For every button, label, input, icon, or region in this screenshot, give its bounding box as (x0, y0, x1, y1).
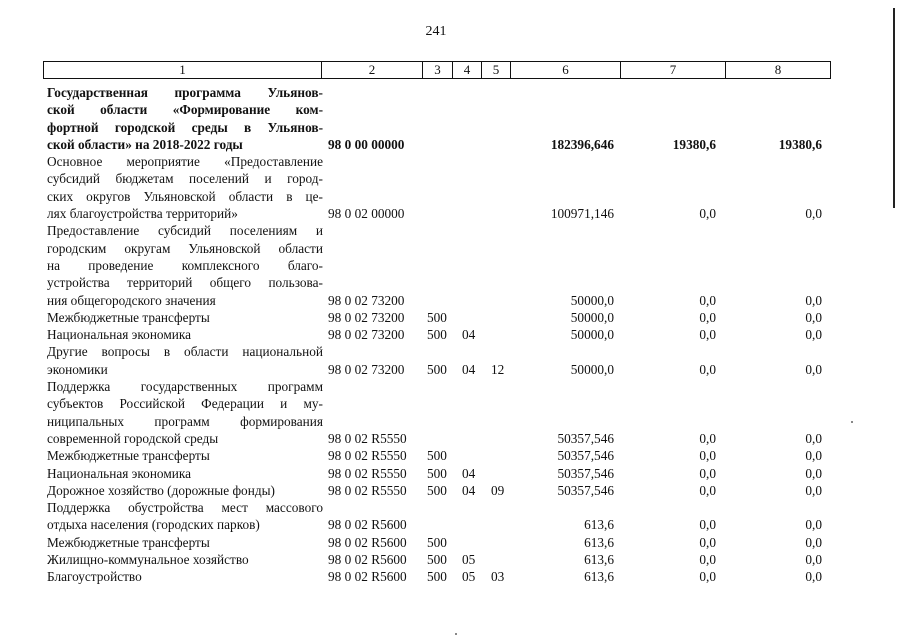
row-amount-col6: 50000,0 (570, 361, 614, 377)
row-amount-col7: 0,0 (699, 534, 716, 550)
row-amount-col8: 0,0 (805, 534, 822, 550)
row-name-line: Межбюджетные трансферты (47, 309, 210, 325)
table-row (0, 568, 905, 585)
row-amount-col6: 613,6 (584, 517, 614, 533)
column-header-cell: 7 (621, 62, 726, 79)
row-name (47, 465, 323, 482)
table-row (0, 153, 905, 222)
row-name-line: Основное мероприятие «Предоставление (47, 154, 323, 170)
row-name (47, 343, 323, 378)
row-amount-col8: 0,0 (805, 448, 822, 464)
table-row (0, 551, 905, 568)
row-amount-col6: 50357,546 (557, 448, 614, 464)
row-section: 500 (427, 482, 447, 498)
row-amount-col7: 0,0 (699, 430, 716, 446)
table-row (0, 84, 905, 153)
table-row (0, 447, 905, 464)
row-amount-col6: 50000,0 (570, 292, 614, 308)
row-code: 98 0 02 73200 (328, 361, 405, 377)
row-name (47, 378, 323, 447)
row-amount-col8: 0,0 (805, 327, 822, 343)
row-name (47, 568, 323, 585)
table-row (0, 534, 905, 551)
row-amount-col6: 50000,0 (570, 309, 614, 325)
row-subsection: 04 (462, 327, 476, 343)
row-amount-col8: 0,0 (805, 569, 822, 585)
column-header-cell: 2 (322, 62, 423, 79)
scan-speck (455, 633, 457, 635)
table-row (0, 222, 905, 309)
row-name-line: Жилищно-коммунальное хозяйство (47, 552, 249, 568)
table-row (0, 465, 905, 482)
row-name (47, 222, 323, 308)
row-name-line: Дорожное хозяйство (дорожные фонды) (47, 482, 275, 498)
row-name-line: экономики (47, 361, 108, 377)
row-name-line: Межбюджетные трансферты (47, 448, 210, 464)
row-amount-col7: 0,0 (699, 448, 716, 464)
row-amount-col8: 0,0 (805, 309, 822, 325)
row-amount-col6: 613,6 (584, 552, 614, 568)
row-amount-col8: 0,0 (805, 517, 822, 533)
row-amount-col8: 0,0 (805, 482, 822, 498)
row-section: 500 (427, 361, 447, 377)
row-code: 98 0 02 73200 (328, 309, 405, 325)
row-code: 98 0 02 73200 (328, 327, 405, 343)
row-subsection: 05 (462, 552, 476, 568)
row-name-line: Благоустройство (47, 569, 142, 585)
row-section: 500 (427, 534, 447, 550)
row-amount-col6: 50000,0 (570, 327, 614, 343)
row-name-line: Поддержка обустройства мест массового (47, 500, 323, 516)
row-amount-col6: 613,6 (584, 534, 614, 550)
row-amount-col6: 50357,546 (557, 465, 614, 481)
table-row (0, 499, 905, 534)
row-amount-col7: 0,0 (699, 327, 716, 343)
table-row (0, 343, 905, 378)
row-amount-col6: 613,6 (584, 569, 614, 585)
row-name-line: Межбюджетные трансферты (47, 534, 210, 550)
row-name-line: фортной городской среды в Ульянов- (47, 119, 323, 135)
row-code: 98 0 02 R5550 (328, 448, 407, 464)
row-code: 98 0 02 R5550 (328, 430, 407, 446)
row-name-line: городским округам Ульяновской области (47, 240, 323, 256)
column-header-cell: 3 (423, 62, 453, 79)
page-number: 241 (425, 24, 447, 39)
row-item: 03 (491, 569, 505, 585)
row-name-line: ниципальных программ формирования (47, 413, 323, 429)
row-code: 98 0 02 73200 (328, 292, 405, 308)
row-name (47, 534, 323, 551)
budget-table-body (0, 84, 905, 586)
row-section: 500 (427, 552, 447, 568)
column-header-cell: 8 (726, 62, 831, 79)
row-code: 98 0 02 R5550 (328, 465, 407, 481)
row-subsection: 04 (462, 361, 476, 377)
row-name (47, 153, 323, 222)
row-name-line: ской области» на 2018-2022 годы (47, 136, 243, 152)
row-code: 98 0 02 R5600 (328, 569, 407, 585)
row-amount-col6: 50357,546 (557, 482, 614, 498)
row-section: 500 (427, 569, 447, 585)
table-row (0, 309, 905, 326)
column-header-cell: 5 (482, 62, 511, 79)
row-name-line: устройства территорий общего пользова- (47, 275, 323, 291)
row-amount-col8: 19380,6 (778, 136, 822, 152)
row-amount-col7: 0,0 (699, 569, 716, 585)
row-amount-col7: 0,0 (699, 465, 716, 481)
row-name-line: субсидий бюджетам поселений и город- (47, 171, 323, 187)
row-code: 98 0 02 00000 (328, 206, 405, 222)
row-name-line: лях благоустройства территорий» (47, 206, 238, 222)
row-amount-col7: 0,0 (699, 309, 716, 325)
row-item: 09 (491, 482, 505, 498)
row-amount-col6: 100971,146 (550, 206, 614, 222)
column-header-cell: 6 (511, 62, 621, 79)
table-row (0, 326, 905, 343)
row-code: 98 0 02 R5600 (328, 552, 407, 568)
row-name-line: субъектов Российской Федерации и му- (47, 396, 323, 412)
column-number-header (43, 61, 831, 79)
row-name-line: Поддержка государственных программ (47, 379, 323, 395)
row-name-line: Другие вопросы в области национальной (47, 344, 323, 360)
row-name-line: ских округов Ульяновской области в це- (47, 188, 323, 204)
row-amount-col7: 0,0 (699, 206, 716, 222)
row-amount-col8: 0,0 (805, 465, 822, 481)
row-code: 98 0 00 00000 (328, 136, 405, 152)
row-name-line: на проведение комплексного благо- (47, 257, 323, 273)
row-name (47, 551, 323, 568)
row-name (47, 309, 323, 326)
row-item: 12 (491, 361, 505, 377)
row-amount-col8: 0,0 (805, 552, 822, 568)
row-amount-col6: 50357,546 (557, 430, 614, 446)
row-name-line: Государственная программа Ульянов- (47, 85, 323, 100)
row-code: 98 0 02 R5600 (328, 517, 407, 533)
row-code: 98 0 02 R5550 (328, 482, 407, 498)
table-row (0, 378, 905, 447)
column-header-cell: 1 (44, 62, 322, 79)
row-amount-col7: 0,0 (699, 361, 716, 377)
row-amount-col6: 182396,646 (550, 136, 614, 152)
table-row (0, 482, 905, 499)
row-name (47, 326, 323, 343)
row-amount-col8: 0,0 (805, 430, 822, 446)
row-name (47, 447, 323, 464)
row-amount-col8: 0,0 (805, 292, 822, 308)
row-amount-col8: 0,0 (805, 206, 822, 222)
row-name-line: Национальная экономика (47, 327, 192, 343)
row-code: 98 0 02 R5600 (328, 534, 407, 550)
row-section: 500 (427, 448, 447, 464)
column-header-cell: 4 (453, 62, 482, 79)
row-subsection: 04 (462, 482, 476, 498)
row-amount-col7: 0,0 (699, 482, 716, 498)
row-name-line: Предоставление субсидий поселениям и (47, 223, 323, 239)
row-amount-col7: 0,0 (699, 517, 716, 533)
row-name-line: ской области «Формирование ком- (47, 102, 323, 118)
row-name (47, 482, 323, 499)
row-name-line: Национальная экономика (47, 465, 192, 481)
row-amount-col7: 0,0 (699, 552, 716, 568)
row-name-line: ния общегородского значения (47, 292, 216, 308)
row-name (47, 84, 323, 153)
row-amount-col7: 0,0 (699, 292, 716, 308)
row-name-line: отдыха населения (городских парков) (47, 517, 260, 533)
row-subsection: 04 (462, 465, 476, 481)
row-section: 500 (427, 309, 447, 325)
row-amount-col8: 0,0 (805, 361, 822, 377)
row-section: 500 (427, 327, 447, 343)
row-subsection: 05 (462, 569, 476, 585)
row-section: 500 (427, 465, 447, 481)
row-name (47, 499, 323, 534)
row-amount-col7: 19380,6 (672, 136, 716, 152)
row-name-line: современной городской среды (47, 430, 219, 446)
